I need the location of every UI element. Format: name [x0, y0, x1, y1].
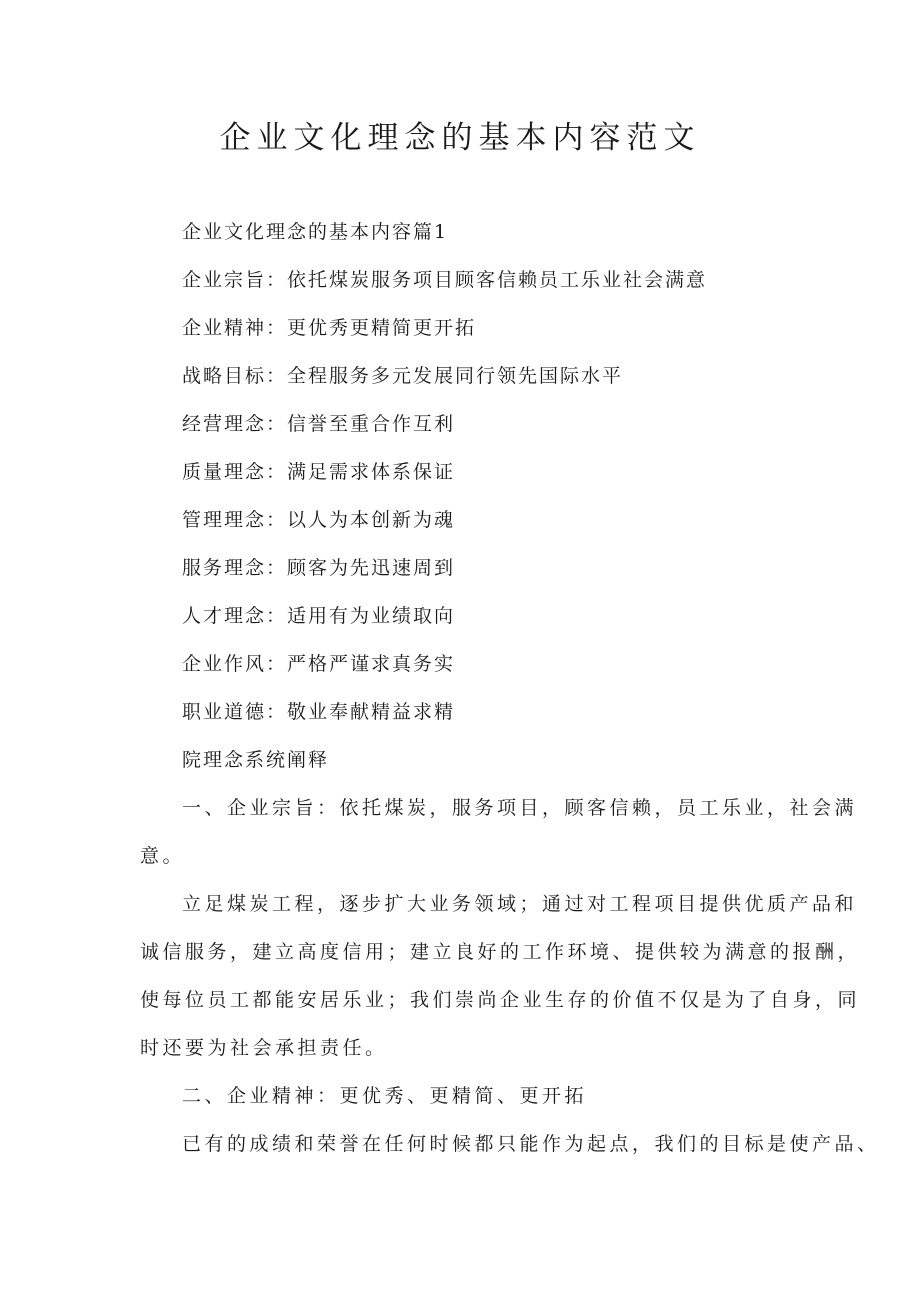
- paragraph-line: 立足煤炭工程，逐步扩大业务领域；通过对工程项目提供优质产品和: [182, 893, 858, 915]
- list-item: 职业道德：敬业奉献精益求精: [182, 701, 456, 723]
- list-item: 管理理念：以人为本创新为魂: [182, 509, 456, 531]
- list-item: 经营理念：信誉至重合作互利: [182, 413, 456, 435]
- section-heading: 企业文化理念的基本内容篇1: [182, 221, 449, 243]
- paragraph-line: 意。: [140, 845, 186, 867]
- list-item: 人才理念：适用有为业绩取向: [182, 605, 456, 627]
- list-item: 企业作风：严格严谨求真务实: [182, 653, 456, 675]
- section-label: 院理念系统阐释: [182, 749, 330, 771]
- document-title: 企业文化理念的基本内容范文: [219, 120, 701, 156]
- list-item: 战略目标：全程服务多元发展同行领先国际水平: [182, 365, 624, 387]
- paragraph-line: 已有的成绩和荣誉在任何时候都只能作为起点，我们的目标是使产品、: [182, 1133, 880, 1155]
- paragraph-line: 时还要为社会承担责任。: [140, 1037, 388, 1059]
- paragraph-line: 诚信服务，建立高度信用；建立良好的工作环境、提供较为满意的报酬，: [140, 941, 861, 963]
- paragraph-line: 二、企业精神：更优秀、更精简、更开拓: [182, 1085, 588, 1107]
- list-item: 服务理念：顾客为先迅速周到: [182, 557, 456, 579]
- list-item: 企业精神：更优秀更精简更开拓: [182, 317, 477, 339]
- paragraph-line: 使每位员工都能安居乐业；我们崇尚企业生存的价值不仅是为了自身，同: [140, 989, 861, 1011]
- list-item: 质量理念：满足需求体系保证: [182, 461, 456, 483]
- list-item: 企业宗旨：依托煤炭服务项目顾客信赖员工乐业社会满意: [182, 269, 708, 291]
- paragraph-line: 一、企业宗旨：依托煤炭，服务项目，顾客信赖，员工乐业，社会满: [182, 797, 858, 819]
